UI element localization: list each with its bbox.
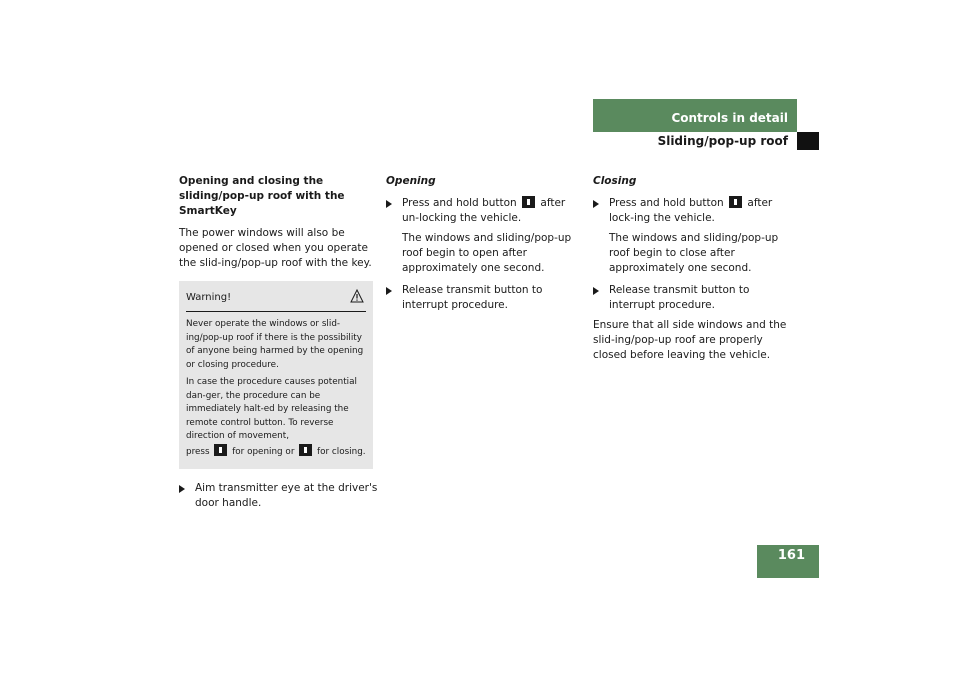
- arrow-bullet-icon: [179, 485, 185, 493]
- step-text-b: after un-locking the vehicle.: [402, 197, 566, 224]
- column-1: [179, 174, 379, 516]
- unlock-key-icon: [522, 196, 535, 208]
- column-3: [593, 174, 793, 370]
- opening-heading: Opening: [386, 175, 436, 187]
- arrow-bullet-icon: [593, 200, 599, 208]
- warning-triangle-icon: [350, 289, 364, 303]
- arrow-bullet-icon: [386, 200, 392, 208]
- step-release-open: [386, 283, 581, 313]
- arrow-bullet-icon: [593, 287, 599, 295]
- section-marker: [797, 132, 819, 150]
- step-text: Release transmit button to interrupt procedure.: [609, 284, 750, 311]
- warning-box: [179, 281, 373, 469]
- closing-note-step: The windows and sliding/pop-up roof begin to close after approximately one second.: [609, 232, 779, 274]
- warning-title: Warning!: [186, 292, 232, 303]
- intro-text: The power windows will also be opened or closed when you operate the slid-ing/pop-up roof with the key.: [179, 227, 372, 269]
- warning-opening-text: for opening or: [232, 446, 295, 457]
- chapter-title: Controls in detail: [671, 111, 788, 125]
- closing-note: Ensure that all side windows and the slid-ing/pop-up roof are properly closed before leaving the vehicle.: [593, 319, 787, 361]
- step-release-close: [593, 283, 793, 313]
- step-text-b: after lock-ing the vehicle.: [609, 197, 773, 224]
- warning-paragraph-1: Never operate the windows or slid-ing/pop-up roof if there is the possibility of anyone being harmed by the opening or closing procedure.: [186, 319, 364, 370]
- step-text: Release transmit button to interrupt procedure.: [402, 284, 543, 311]
- step-text-a: Press and hold button: [402, 197, 517, 209]
- opening-note: The windows and sliding/pop-up roof begin to open after approximately one second.: [402, 232, 572, 274]
- lock-key-icon: [729, 196, 742, 208]
- arrow-bullet-icon: [386, 287, 392, 295]
- unlock-key-icon: [214, 444, 227, 456]
- warning-closing-text: for closing.: [317, 446, 366, 457]
- step-text-a: Press and hold button: [609, 197, 724, 209]
- warning-header: [186, 281, 366, 312]
- step-press-close: [593, 196, 793, 226]
- warning-press-text: press: [186, 446, 210, 457]
- warning-paragraph-2: [186, 376, 366, 459]
- section-heading: Opening and closing the sliding/pop-up roof with the SmartKey: [179, 175, 345, 217]
- section-title: Sliding/pop-up roof: [657, 134, 788, 148]
- step-text: Aim transmitter eye at the driver's door handle.: [195, 482, 378, 509]
- step-aim-transmitter: [179, 481, 379, 511]
- page-number: 161: [777, 548, 805, 563]
- column-2: [386, 174, 581, 318]
- lock-key-icon: [299, 444, 312, 456]
- closing-heading: Closing: [593, 175, 637, 187]
- step-press-open: [386, 196, 581, 226]
- warning-paragraph-2-text: In case the procedure causes potential dan-ger, the procedure can be immediately halt-ed by releasing the remote control button. To reverse direction of movement,: [186, 377, 357, 441]
